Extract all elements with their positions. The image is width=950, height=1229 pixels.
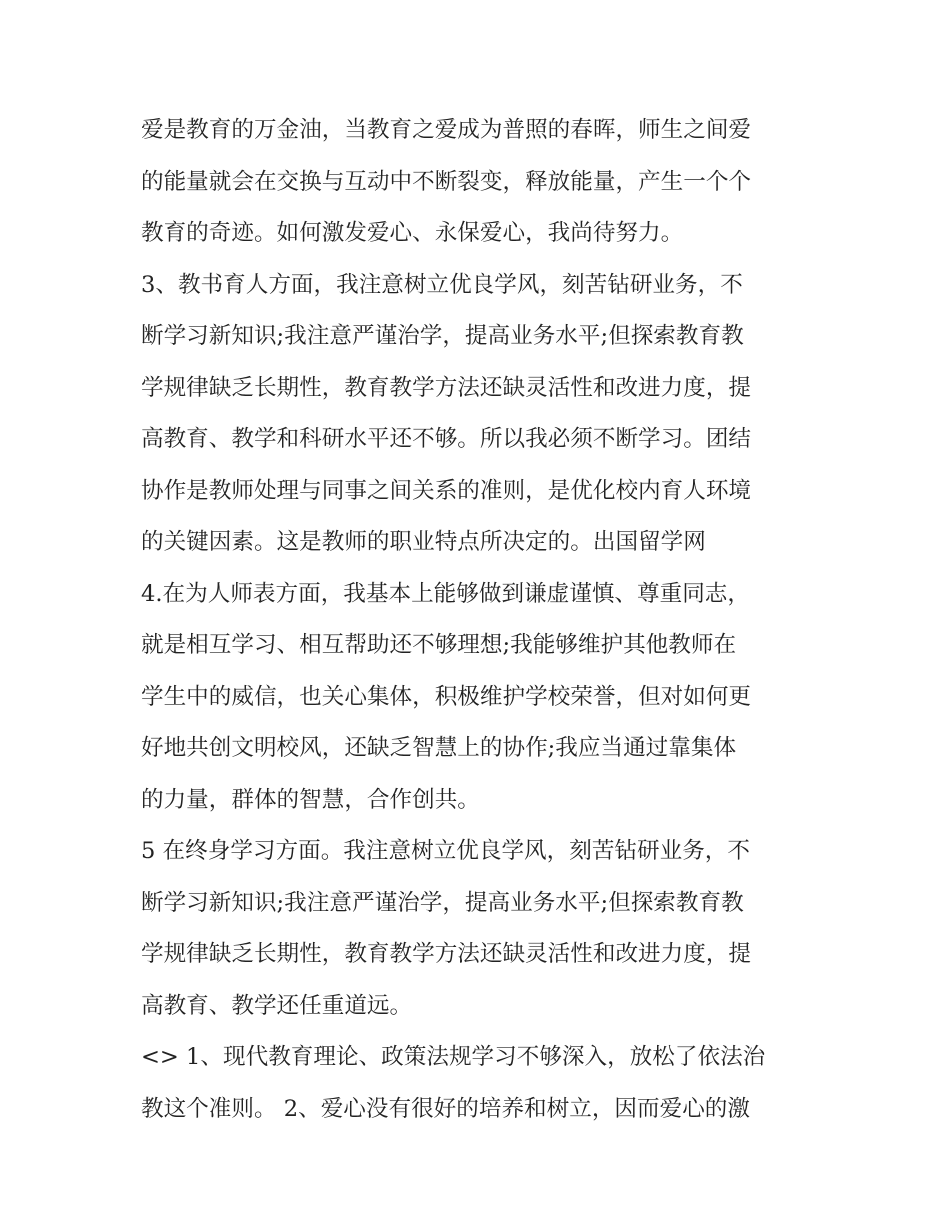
text-line: 的能量就会在交换与互动中不断裂变，释放能量，产生一个个 [141, 168, 752, 195]
text-line: 断学习新知识;我注意严谨治学，提高业务水平;但探索教育教 [141, 323, 744, 349]
text-line: 爱是教育的万金油，当教育之爱成为普照的春晖，师生之间爱 [141, 117, 752, 143]
text-line: 高教育、教学和科研水平还不够。所以我必须不断学习。团结 [141, 426, 752, 452]
text-line: 好地共创文明校风，还缺乏智慧上的协作;我应当通过靠集体 [141, 735, 737, 761]
text-line: 的力量，群体的智慧，合作创共。 [141, 786, 480, 813]
text-line: 3、教书育人方面，我注意树立优良学风，刻苦钻研业务，不 [141, 271, 743, 298]
text-line: 学生中的威信，也关心集体，积极维护学校荣誉，但对如何更 [141, 683, 752, 710]
text-line: 教育的奇迹。如何激发爱心、永保爱心，我尚待努力。 [141, 220, 684, 246]
text-line: 高教育、教学还任重道远。 [141, 992, 413, 1019]
text-line: 教这个准则。 2、爱心没有很好的培养和树立，因而爱心的激 [141, 1095, 750, 1122]
text-line: 断学习新知识;我注意严谨治学，提高业务水平;但探索教育教 [141, 889, 744, 916]
text-line: 协作是教师处理与同事之间关系的准则，是优化校内育人环境 [141, 477, 752, 504]
text-line: 学规律缺乏长期性，教育教学方法还缺灵活性和改进力度，提 [141, 374, 752, 401]
text-line: 的关键因素。这是教师的职业特点所决定的。出国留学网 [141, 529, 706, 555]
body-text [141, 105, 821, 1135]
text-line: <> 1、现代教育理论、政策法规学习不够深入，放松了依法治 [141, 1044, 766, 1070]
text-line: 就是相互学习、相互帮助还不够理想;我能够维护其他教师在 [141, 632, 737, 658]
text-line: 5 在终身学习方面。我注意树立优良学风，刻苦钻研业务，不 [141, 838, 750, 864]
text-line: 学规律缺乏长期性，教育教学方法还缺灵活性和改进力度，提 [141, 941, 752, 967]
text-line: 4.在为人师表方面，我基本上能够做到谦虚谨慎、尊重同志， [141, 580, 750, 607]
